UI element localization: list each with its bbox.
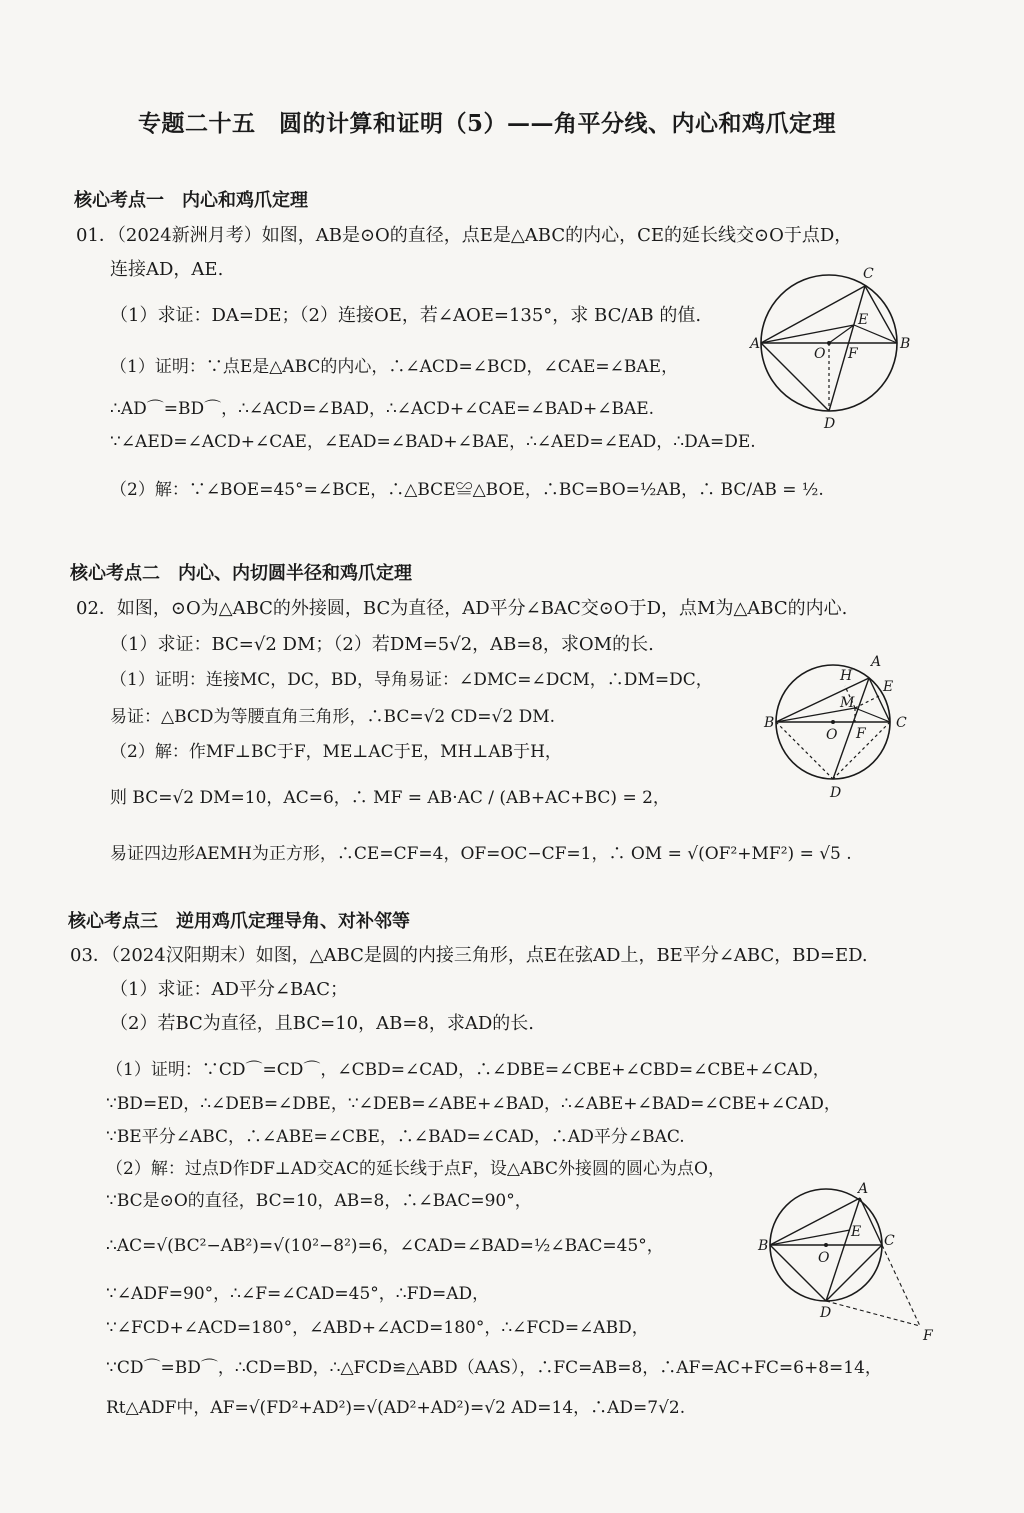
figure-1-label-a: A <box>750 336 761 352</box>
figure-2-label-d: D <box>830 785 842 801</box>
figure-2-label-f: F <box>856 726 866 742</box>
solution-3-line-9: ∵CD⌒=BD⌒，∴CD=BD，∴△FCD≌△ABD（AAS），∴FC=AB=8，∴AF=AC+FC=6+8=14， <box>106 1358 882 1378</box>
page-title: 专题二十五 圆的计算和证明（5）——角平分线、内心和鸡爪定理 <box>138 110 837 137</box>
problem-3-line-1: 03．（2024汉阳期末）如图，△ABC是圆的内接三角形，点E在弦AD上，BE平分∠ABC，BD=ED. <box>70 945 868 966</box>
solution-1-line-1: （1）证明：∵点E是△ABC的内心，∴∠ACD=∠BCD，∠CAE=∠BAE， <box>110 357 679 377</box>
section-heading-1: 核心考点一 内心和鸡爪定理 <box>74 190 308 211</box>
figure-2 <box>760 650 920 810</box>
figure-3-label-c: C <box>884 1233 895 1249</box>
problem-3-line-3: （2）若BC为直径，且BC=10，AB=8，求AD的长. <box>110 1013 535 1034</box>
solution-3-line-10: Rt△ADF中，AF=√(FD²+AD²)=√(AD²+AD²)=√2 AD=14，∴AD=7√2. <box>106 1398 686 1418</box>
solution-3-line-7: ∵∠ADF=90°，∴∠F=∠CAD=45°，∴FD=AD， <box>106 1284 490 1304</box>
problem-2-line-1: 02．如图，⊙O为△ABC的外接圆，BC为直径，AD平分∠BAC交⊙O于D，点M为△ABC的内心. <box>76 598 848 619</box>
section-heading-3: 核心考点三 逆用鸡爪定理导角、对补邻等 <box>68 911 410 932</box>
solution-2-line-3: （2）解：作MF⊥BC于F，ME⊥AC于E，MH⊥AB于H， <box>110 742 562 762</box>
solution-2-line-4: 则 BC=√2 DM=10，AC=6，∴ MF = AB·AC / (AB+AC+BC) = 2， <box>110 788 670 808</box>
figure-1-label-b: B <box>900 336 911 352</box>
figure-1-label-f: F <box>848 346 858 362</box>
problem-2-line-2: （1）求证：BC=√2 DM；（2）若DM=5√2，AB=8，求OM的长. <box>110 634 654 655</box>
solution-3-line-2: ∵BD=ED，∴∠DEB=∠DBE，∵∠DEB=∠ABE+∠BAD，∴∠ABE+∠BAD=∠CBE+∠CAD， <box>106 1094 841 1114</box>
solution-3-line-6: ∴AC=√(BC²−AB²)=√(10²−8²)=6，∠CAD=∠BAD=½∠BAC=45°， <box>106 1236 664 1256</box>
solution-2-line-2: 易证：△BCD为等腰直角三角形，∴BC=√2 CD=√2 DM. <box>110 707 556 727</box>
solution-1-line-2: ∴AD⌒=BD⌒，∴∠ACD=∠BAD，∴∠ACD+∠CAE=∠BAD+∠BAE. <box>110 399 655 419</box>
figure-1-label-d: D <box>824 416 836 432</box>
figure-2-label-o: O <box>826 727 838 743</box>
figure-3-label-a: A <box>858 1181 869 1197</box>
figure-2-label-h: H <box>840 668 853 684</box>
figure-2-label-a: A <box>871 654 882 670</box>
figure-1-label-o: O <box>814 346 826 362</box>
solution-3-line-4: （2）解：过点D作DF⊥AD交AC的延长线于点F，设△ABC外接圆的圆心为点O， <box>106 1159 725 1179</box>
figure-1-label-c: C <box>863 266 874 282</box>
figure-3-label-b: B <box>758 1238 769 1254</box>
figure-3 <box>756 1180 956 1350</box>
problem-1-line-1: 01．（2024新洲月考）如图，AB是⊙O的直径，点E是△ABC的内心，CE的延长线交⊙O于点D， <box>76 225 853 246</box>
figure-2-label-b: B <box>764 715 775 731</box>
problem-1-line-2: 连接AD，AE. <box>110 259 224 280</box>
figure-2-label-e: E <box>883 679 894 695</box>
figure-1-label-e: E <box>858 312 869 328</box>
figure-3-label-f: F <box>923 1328 933 1344</box>
problem-3-line-2: （1）求证：AD平分∠BAC； <box>110 979 348 1000</box>
solution-3-line-3: ∵BE平分∠ABC，∴∠ABE=∠CBE，∴∠BAD=∠CAD，∴AD平分∠BAC. <box>106 1127 685 1147</box>
figure-1 <box>750 260 920 430</box>
figure-2-label-c: C <box>896 715 907 731</box>
figure-3-label-o: O <box>818 1250 830 1266</box>
solution-3-line-5: ∵BC是⊙O的直径，BC=10，AB=8，∴∠BAC=90°， <box>106 1191 532 1211</box>
solution-3-line-1: （1）证明：∵CD⌒=CD⌒，∠CBD=∠CAD，∴∠DBE=∠CBE+∠CBD=∠CBE+∠CAD， <box>106 1060 830 1080</box>
figure-2-label-m: M <box>840 695 855 711</box>
solution-1-line-3: ∵∠AED=∠ACD+∠CAE，∠EAD=∠BAD+∠BAE，∴∠AED=∠EAD，∴DA=DE. <box>110 432 756 452</box>
figure-3-label-d: D <box>820 1305 832 1321</box>
figure-3-label-e: E <box>851 1224 862 1240</box>
solution-2-line-5: 易证四边形AEMH为正方形，∴CE=CF=4，OF=OC−CF=1，∴ OM = √(OF²+MF²) = √5 . <box>110 844 852 864</box>
section-heading-2: 核心考点二 内心、内切圆半径和鸡爪定理 <box>70 563 412 584</box>
solution-1-line-4: （2）解：∵∠BOE=45°=∠BCE，∴△BCE≌△BOE，∴BC=BO=½AB，∴ BC/AB = ½. <box>110 480 824 500</box>
solution-3-line-8: ∵∠FCD+∠ACD=180°，∠ABD+∠ACD=180°，∴∠FCD=∠ABD， <box>106 1318 649 1338</box>
problem-1-line-3: （1）求证：DA=DE；（2）连接OE，若∠AOE=135°，求 BC/AB 的值. <box>110 305 702 326</box>
solution-2-line-1: （1）证明：连接MC，DC，BD，导角易证：∠DMC=∠DCM，∴DM=DC， <box>110 670 713 690</box>
